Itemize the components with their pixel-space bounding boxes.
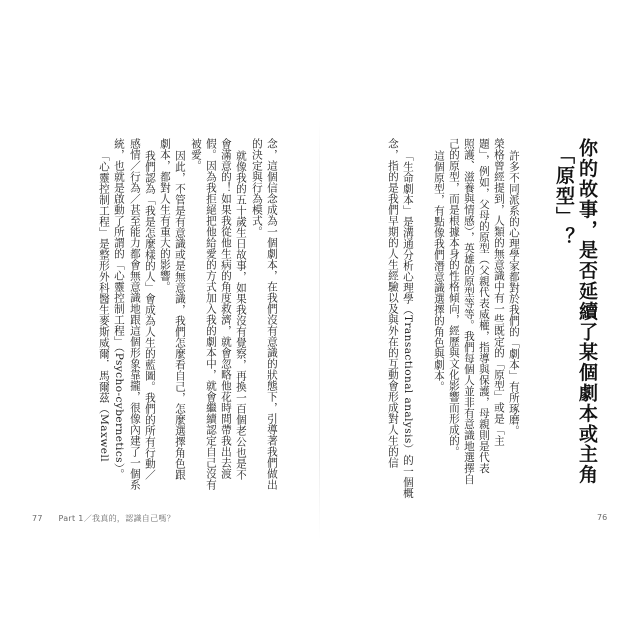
chapter-title-line-1: 你的故事，是否延續了某個劇本或主角 (576, 138, 598, 485)
right-body-line: 榮格曾經提到，人類的無意識中有一些既定的「原型」或是「主 (492, 138, 505, 446)
left-body-line: 因此，不管是有意識或是無意識，我們怎麼看自己，怎麼選擇角色跟 (173, 150, 186, 480)
right-body-line: 己的原型，而是根據本身的性格傾向，經歷與文化影響而形成的。 (447, 138, 460, 457)
right-body-line: 許多不同派系的心理學家都對於我們的「劇本」有所琢磨。 (507, 150, 520, 436)
left-body-line: 就像我的五十歲生日故事，如果我沒有覺察，再換一百個老公也是不 (234, 150, 247, 480)
chapter-title-line-2: 「原型」？ (553, 145, 575, 247)
left-body-line: 被愛。 (189, 138, 202, 171)
right-body-line: 念，指的是我們早期的人生經驗以及與外在的互動會形成對人生的信 (386, 138, 399, 468)
left-body-line: 劇本，都對人生有重大的影響。 (158, 138, 171, 292)
chapter-title (552, 138, 598, 485)
right-body-line: 「生命劇本」是溝通分析心理學（Transactional analysis）的一個概 (401, 150, 414, 499)
left-body-line: 假。因為我拒絕把他給愛的方式加入我的劇本中，就會繼續認定自己沒有 (204, 138, 217, 490)
right-page-number: 76 (597, 513, 608, 522)
left-body-line: 念，這個信念成為一個劇本，在我們沒有意識的狀態下，引導著我們做出 (265, 138, 278, 490)
left-body-line: 「心靈控制工程」是整形外科醫生麥斯威爾．馬爾茲（Maxwell (97, 150, 110, 463)
left-body-line: 感情／行為／甚至能力都會無意識地跟這個形象靠攏，很像內建了一個系 (128, 138, 141, 490)
left-body-line: 的決定與行為模式。 (250, 138, 263, 237)
right-body-line: 題」，例如，父母的原型（父親代表威權，指導與保護，母親則是代表 (477, 138, 490, 474)
right-body-line: 照護、滋養與情感），英雄的原型等等。我們每個人並非有意識地選擇自 (462, 138, 475, 485)
part-label: Part 1 (58, 514, 84, 523)
left-body-line: 會滿意的！如果我從他生病的角度救濟，就會忽略他花時間帶我出去渡 (219, 138, 232, 479)
part-title: ／我真的，認識自己嗎？ (83, 514, 176, 523)
left-body-line: 統，也就是啟動了所謂的「心靈控制工程」（Psycho-cybernetics）。 (112, 138, 125, 480)
left-footer (32, 513, 175, 524)
gutter (319, 120, 320, 540)
right-body-line: 這個原型，有點像我們潛意識選擇的角色與劇本。 (432, 150, 445, 392)
left-page-number: 77 (32, 514, 43, 523)
left-body-line: 我們認為「我是怎麼樣的人」會成為人生的藍圖。我們的所有行動／ (143, 150, 156, 480)
